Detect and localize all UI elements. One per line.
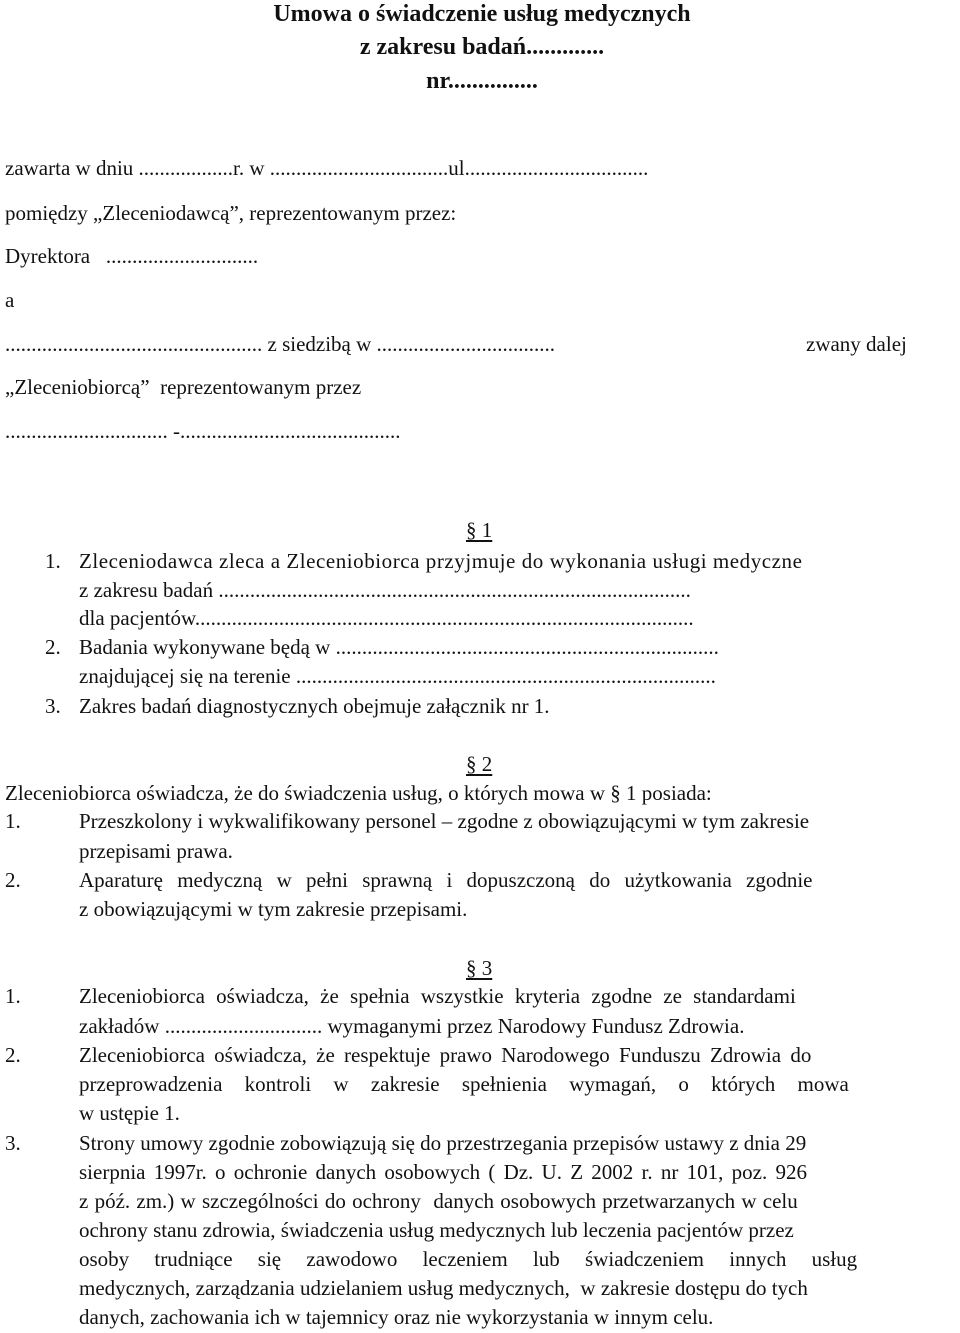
section-3-item-2-line-3: w ustępie 1. — [79, 1101, 180, 1125]
section-3-item-3-line-3: z póź. zm.) w szczególności do ochrony danych osobowych przetwarzanych w celu — [79, 1189, 798, 1213]
section-1-item-1-line-2: z zakresu badań .......................................................................................... — [79, 578, 691, 602]
section-1-item-2-line-2: znajdującej się na terenie ................................................................................ — [79, 664, 716, 688]
section-1-item-3-number: 3. — [45, 694, 61, 718]
section-3-item-3-line-1: Strony umowy zgodnie zobowiązują się do przestrzegania przepisów ustawy z dnia 29 — [79, 1131, 807, 1155]
contractor-line: „Zleceniobiorcą” reprezentowanym przez — [5, 375, 362, 399]
section-1-heading: § 1 — [466, 518, 493, 542]
section-3-item-2-line-1: Zleceniobiorca oświadcza, że respektuje prawo Narodowego Funduszu Zdrowia do — [79, 1043, 812, 1067]
section-2-heading: § 2 — [466, 752, 493, 776]
section-1-item-1-line-3: dla pacjentów............................................................................................... — [79, 606, 694, 630]
section-1-item-2-line-1: Badania wykonywane będą w ......................................................................... — [79, 635, 719, 659]
document-title-line-1: Umowa o świadczenie usług medycznych — [273, 1, 691, 27]
section-3-item-3-line-7: danych, zachowania ich w tajemnicy oraz nie wykorzystania w innym celu. — [79, 1305, 714, 1329]
contract-date-line: zawarta w dniu ..................r. w ..................................ul................................... — [5, 156, 649, 180]
section-1-item-1-line-1: Zleceniodawca zleca a Zleceniobiorca przyjmuje do wykonania usługi medyczne — [79, 549, 803, 573]
section-3-item-1-number: 1. — [5, 984, 21, 1008]
document-title-line-3: nr............... — [426, 68, 538, 94]
seat-line: ................................................. z siedzibą w .................................. — [5, 332, 556, 356]
called-hereinafter: zwany dalej — [806, 332, 907, 356]
section-2-item-1-number: 1. — [5, 809, 21, 833]
section-3-item-3-line-2: sierpnia 1997r. o ochronie danych osobowych ( Dz. U. Z 2002 r. nr 101, poz. 926 — [79, 1160, 807, 1184]
section-3-item-3-line-6: medycznych, zarządzania udzielaniem usług medycznych, w zakresie dostępu do tych — [79, 1276, 808, 1300]
section-3-item-3-line-5: osoby trudniące się zawodowo leczeniem lub świadczeniem innych usług — [79, 1247, 858, 1271]
section-3-item-3-number: 3. — [5, 1131, 21, 1155]
document-title-line-2: z zakresu badań............. — [359, 34, 605, 60]
section-3-item-1-line-2: zakładów .............................. wymaganymi przez Narodowy Fundusz Zdrowia. — [79, 1014, 745, 1038]
section-1-item-2-number: 2. — [45, 635, 61, 659]
representative-line: ............................... -.......................................... — [5, 419, 401, 443]
section-3-item-2-number: 2. — [5, 1043, 21, 1067]
section-3-item-3-line-4: ochrony stanu zdrowia, świadczenia usług medycznych lub leczenia pacjentów przez — [79, 1218, 794, 1242]
section-3-heading: § 3 — [466, 956, 493, 980]
and-line: a — [5, 288, 15, 312]
section-2-item-2-number: 2. — [5, 868, 21, 892]
section-1-item-1-number: 1. — [45, 549, 61, 573]
section-2-item-1-line-2: przepisami prawa. — [79, 839, 233, 863]
section-3-item-1-line-1: Zleceniobiorca oświadcza, że spełnia wszystkie kryteria zgodne ze standardami — [79, 984, 796, 1008]
section-2-item-2-line-2: z obowiązującymi w tym zakresie przepisami. — [79, 897, 468, 921]
section-1-item-3-line-1: Zakres badań diagnostycznych obejmuje załącznik nr 1. — [79, 694, 550, 718]
section-2-intro: Zleceniobiorca oświadcza, że do świadczenia usług, o których mowa w § 1 posiada: — [5, 781, 712, 805]
section-2-item-1-line-1: Przeszkolony i wykwalifikowany personel – zgodne z obowiązującymi w tym zakresie — [79, 809, 810, 833]
section-3-item-2-line-2: przeprowadzenia kontroli w zakresie spełnienia wymagań, o których mowa — [79, 1072, 849, 1096]
director-line: Dyrektora ............................. — [5, 244, 259, 268]
section-2-item-2-line-1: Aparaturę medyczną w pełni sprawną i dopuszczoną do użytkowania zgodnie — [79, 868, 813, 892]
between-parties-line: pomiędzy „Zleceniodawcą”, reprezentowanym przez: — [5, 201, 457, 225]
